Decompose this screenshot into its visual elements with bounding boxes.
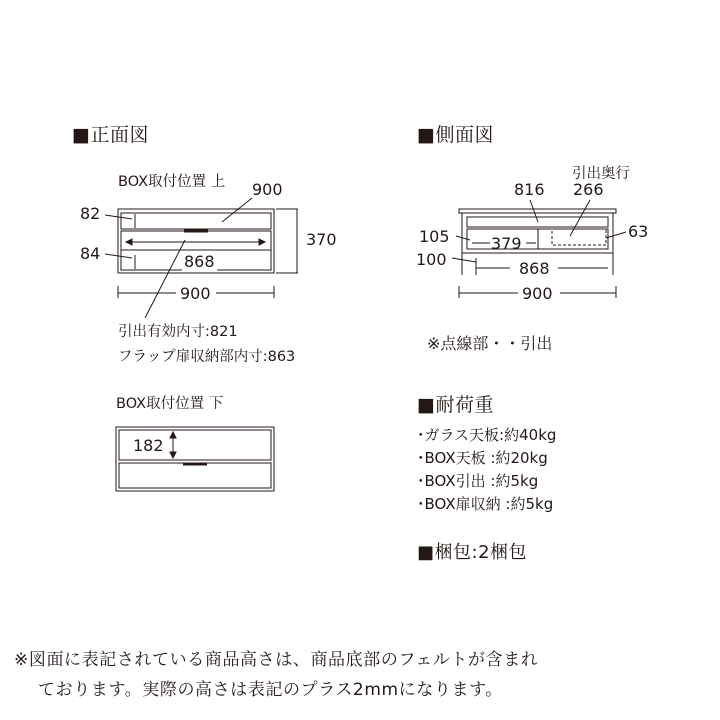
footnote-line-2: ております。実際の高さは表記のプラス2mmになります。 — [38, 680, 503, 700]
flap-door-inner-size-note: フラップ扉収納部内寸:863 — [118, 349, 296, 365]
front-dim-84: 84 — [80, 244, 101, 263]
side-dim-63: 63 — [628, 222, 649, 241]
front-dim-900-top: 900 — [252, 180, 283, 199]
side-dim-868: 868 — [519, 259, 550, 278]
load-capacity-heading: ■耐荷重 — [417, 394, 494, 416]
side-dim-105: 105 — [419, 227, 450, 246]
side-leader-100 — [452, 258, 476, 262]
box-upper-position-label: BOX取付位置 上 — [118, 174, 226, 190]
side-dotted-drawer — [552, 229, 606, 245]
package-count: ■梱包:2梱包 — [417, 542, 528, 563]
front-arrow-left — [126, 239, 132, 245]
load-item-box-top: ･BOX天板 :約20kg — [417, 449, 548, 467]
side-dim-379: 379 — [491, 234, 522, 253]
side-leader-105 — [456, 236, 470, 240]
side-view-heading: ■側面図 — [417, 124, 494, 146]
front-view-heading: ■正面図 — [72, 124, 149, 146]
side-top-plate — [459, 209, 616, 213]
front-dim-900-bottom: 900 — [180, 284, 211, 303]
front-arrow-right — [259, 239, 265, 245]
front-upper-compartment — [121, 213, 271, 229]
lower-inner-drawer — [119, 463, 271, 488]
load-item-box-door-storage: ･BOX扉収納 :約5kg — [417, 495, 554, 513]
load-item-glass-top: ･ガラス天板:約40kg — [417, 426, 557, 444]
load-item-box-drawer: ･BOX引出 :約5kg — [417, 472, 539, 490]
side-dim-266: 266 — [573, 180, 604, 199]
dotted-line-note: ※点線部・・引出 — [427, 334, 553, 353]
side-dim-816: 816 — [514, 180, 545, 199]
drawer-depth-label: 引出奥行 — [572, 166, 630, 182]
side-dim-100: 100 — [416, 250, 447, 269]
footnote-line-1: ※図面に表記されている商品高さは、商品底部のフェルトが含まれ — [14, 650, 539, 670]
side-dim-900: 900 — [522, 284, 553, 303]
lower-arrow-up — [170, 432, 176, 438]
side-leader-816 — [530, 200, 538, 222]
lower-dim-182: 182 — [133, 436, 164, 455]
front-dim-868: 868 — [184, 252, 215, 271]
front-dim-370: 370 — [306, 230, 337, 249]
side-leader-63 — [606, 232, 626, 238]
lower-arrow-down — [170, 452, 176, 458]
front-leader-900-top — [222, 198, 252, 222]
front-leader-notes — [145, 240, 185, 318]
side-leader-266 — [570, 200, 590, 236]
front-dim-82: 82 — [80, 204, 101, 223]
drawer-inner-size-note: 引出有効内寸:821 — [118, 324, 238, 340]
box-lower-position-label: BOX取付位置 下 — [116, 396, 224, 412]
